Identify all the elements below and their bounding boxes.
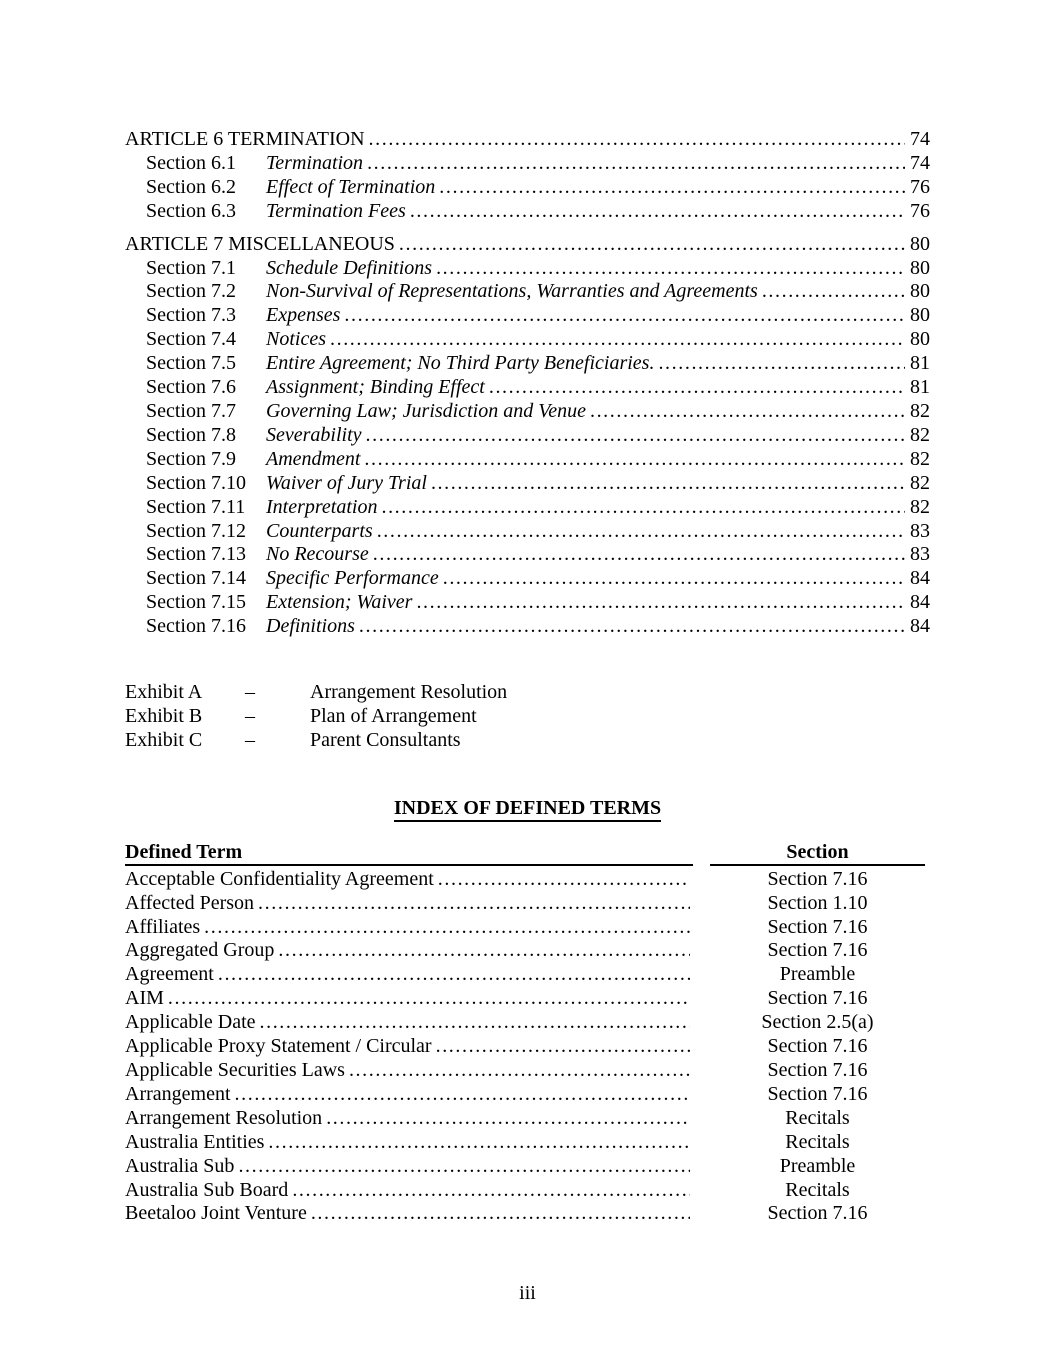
toc-section-row (125, 520, 930, 544)
toc-section-row (125, 152, 930, 176)
index-section-cell: Section 7.16 (767, 915, 868, 938)
toc-section-row (125, 472, 930, 496)
toc-section-number: Section 6.1 (146, 151, 236, 174)
toc-article-row (125, 128, 930, 152)
dot-leader (439, 176, 905, 200)
index-term-cell (125, 963, 693, 987)
index-table-row (125, 1131, 930, 1155)
index-table-body (125, 868, 930, 1227)
toc-page-number: 74 (910, 128, 930, 150)
index-table-row (125, 1202, 930, 1226)
toc-section-number: Section 7.5 (146, 352, 236, 375)
toc-section-title: Severability (266, 423, 362, 446)
defined-term: AIM (125, 987, 164, 1010)
toc-section-number: Section 7.1 (146, 256, 236, 279)
index-section-cell: Section 7.16 (767, 1035, 868, 1058)
toc-page-number: 80 (910, 232, 930, 255)
toc-page-number: 83 (910, 543, 930, 566)
index-term-cell (125, 939, 693, 963)
toc-article-label: ARTICLE 7 MISCELLANEOUS (125, 232, 395, 255)
dot-leader (258, 892, 690, 916)
index-table-row (125, 1083, 930, 1107)
toc-section-row (125, 615, 930, 639)
index-table-row (125, 1179, 930, 1203)
index-section-cell: Section 7.16 (767, 867, 868, 890)
dot-leader (268, 1131, 690, 1155)
section-column-header: Section (710, 841, 925, 866)
index-of-defined-terms-title: INDEX OF DEFINED TERMS (394, 797, 661, 822)
toc-section-title: Waiver of Jury Trial (266, 471, 427, 494)
index-section-cell: Section 2.5(a) (761, 1011, 874, 1034)
dot-leader (658, 352, 905, 376)
index-table-row (125, 1011, 930, 1035)
defined-term: Australia Sub (125, 1154, 235, 1177)
toc-page-number: 84 (910, 615, 930, 638)
index-table-row (125, 987, 930, 1011)
dot-leader (204, 916, 690, 940)
toc-section-row (125, 448, 930, 472)
dot-leader (399, 233, 905, 257)
index-table-row (125, 1035, 930, 1059)
toc-section-number: Section 7.12 (146, 519, 246, 542)
index-term-cell (125, 1179, 693, 1203)
index-table-row (125, 963, 930, 987)
toc-page-number: 76 (910, 175, 930, 198)
dot-leader (438, 868, 690, 892)
toc-page-number: 80 (910, 256, 930, 279)
index-section-cell: Preamble (779, 963, 856, 986)
toc-section-title: Termination Fees (266, 199, 406, 222)
dot-leader (366, 424, 905, 448)
toc-section-title: Assignment; Binding Effect (266, 376, 485, 399)
dot-leader (168, 987, 690, 1011)
toc-section-title: Effect of Termination (266, 175, 436, 198)
dot-leader (489, 376, 905, 400)
toc-page-number: 84 (910, 567, 930, 590)
defined-term: Applicable Securities Laws (125, 1059, 345, 1081)
index-table-row (125, 1107, 930, 1131)
exhibit-row (125, 705, 930, 729)
toc-page-number: 84 (910, 591, 930, 614)
toc-section-row (125, 496, 930, 520)
index-section-cell: Preamble (779, 1154, 856, 1177)
table-of-contents (125, 128, 930, 639)
defined-term: Beetaloo Joint Venture (125, 1202, 307, 1225)
defined-term: Australia Entities (125, 1130, 265, 1153)
index-table-row (125, 916, 930, 940)
dot-leader (436, 257, 905, 281)
index-section-cell: Section 7.16 (767, 939, 868, 962)
index-table-row (125, 939, 930, 963)
toc-article-row (125, 233, 930, 257)
exhibit-dash: – (245, 681, 255, 704)
toc-page-number: 81 (910, 376, 930, 399)
toc-section-number: Section 7.15 (146, 591, 246, 614)
dot-leader (364, 448, 905, 472)
index-table-row (125, 892, 930, 916)
dot-leader (762, 280, 905, 304)
index-table-row (125, 1059, 930, 1083)
defined-term: Affiliates (125, 915, 201, 938)
toc-section-title: Governing Law; Jurisdiction and Venue (266, 399, 586, 422)
dot-leader (326, 1107, 690, 1131)
dot-leader (431, 472, 905, 496)
dot-leader (218, 963, 690, 987)
index-term-cell (125, 1131, 693, 1155)
index-table-row (125, 1155, 930, 1179)
index-term-cell (125, 1083, 693, 1107)
toc-section-row (125, 328, 930, 352)
toc-section-title: Schedule Definitions (266, 256, 433, 279)
index-term-cell (125, 1059, 693, 1083)
toc-section-row (125, 424, 930, 448)
toc-page-number: 80 (910, 280, 930, 303)
toc-section-number: Section 7.9 (146, 447, 236, 470)
toc-section-number: Section 7.4 (146, 328, 236, 351)
dot-leader (373, 543, 905, 567)
toc-section-title: Specific Performance (266, 567, 439, 590)
index-term-cell (125, 1011, 693, 1035)
toc-page-number: 82 (910, 423, 930, 446)
toc-section-row (125, 304, 930, 328)
defined-term: Applicable Proxy Statement / Circular (125, 1035, 432, 1058)
dot-leader (311, 1202, 690, 1226)
toc-section-title: Expenses (266, 304, 341, 327)
exhibit-title: Arrangement Resolution (310, 681, 508, 704)
dot-leader (416, 591, 905, 615)
toc-section-row (125, 591, 930, 615)
toc-page-number: 82 (910, 495, 930, 518)
dot-leader (344, 304, 905, 328)
exhibit-title: Plan of Arrangement (310, 704, 477, 727)
dot-leader (590, 400, 905, 424)
dot-leader (278, 939, 690, 963)
toc-section-number: Section 7.7 (146, 399, 236, 422)
toc-page-number: 82 (910, 447, 930, 470)
toc-article-label: ARTICLE 6 TERMINATION (125, 128, 365, 150)
toc-page-number: 80 (910, 328, 930, 351)
toc-page-number: 81 (910, 352, 930, 375)
defined-term: Affected Person (125, 891, 255, 914)
defined-term: Aggregated Group (125, 939, 275, 962)
toc-section-number: Section 7.8 (146, 423, 236, 446)
index-section-cell: Recitals (785, 1106, 850, 1129)
toc-section-number: Section 7.3 (146, 304, 236, 327)
toc-section-row (125, 400, 930, 424)
index-term-cell (125, 987, 693, 1011)
toc-section-title: Amendment (266, 447, 361, 470)
dot-leader (349, 1059, 690, 1083)
index-term-cell (125, 916, 693, 940)
toc-section-number: Section 7.16 (146, 615, 246, 638)
defined-term: Acceptable Confidentiality Agreement (125, 867, 434, 890)
defined-term: Arrangement (125, 1082, 231, 1105)
toc-section-title: Non-Survival of Representations, Warranties and Agreements (266, 280, 758, 303)
dot-leader (292, 1179, 690, 1203)
toc-section-number: Section 6.2 (146, 175, 236, 198)
toc-section-number: Section 6.3 (146, 199, 236, 222)
dot-leader (377, 520, 905, 544)
toc-section-number: Section 7.13 (146, 543, 246, 566)
dot-leader (359, 615, 905, 639)
index-term-cell (125, 1107, 693, 1131)
index-table-row (125, 868, 930, 892)
index-term-cell (125, 868, 693, 892)
index-term-cell (125, 1202, 693, 1226)
toc-section-title: Extension; Waiver (266, 591, 413, 614)
exhibit-dash: – (245, 728, 255, 751)
toc-page-number: 82 (910, 471, 930, 494)
toc-section-row (125, 376, 930, 400)
dot-leader (443, 567, 905, 591)
index-term-cell (125, 1155, 693, 1179)
toc-section-row (125, 280, 930, 304)
exhibit-label: Exhibit C (125, 728, 203, 751)
dot-leader (381, 496, 905, 520)
index-section-cell: Recitals (785, 1178, 850, 1201)
dot-leader (238, 1155, 690, 1179)
dot-leader (330, 328, 905, 352)
index-title-wrap (125, 796, 930, 820)
page-number-footer: iii (519, 1282, 536, 1304)
defined-term: Australia Sub Board (125, 1178, 289, 1201)
toc-section-row (125, 543, 930, 567)
toc-section-row (125, 176, 930, 200)
defined-term-column-header: Defined Term (125, 841, 693, 866)
dot-leader (410, 200, 905, 224)
toc-section-title: Notices (266, 328, 326, 351)
dot-leader (369, 128, 905, 152)
defined-term: Agreement (125, 963, 214, 986)
index-section-cell: Recitals (785, 1130, 850, 1153)
defined-term: Arrangement Resolution (125, 1106, 323, 1129)
toc-section-row (125, 200, 930, 224)
toc-page-number: 74 (910, 151, 930, 174)
exhibit-row (125, 729, 930, 753)
toc-page-number: 82 (910, 399, 930, 422)
toc-section-row (125, 257, 930, 281)
toc-section-number: Section 7.10 (146, 471, 246, 494)
dot-leader (436, 1035, 690, 1059)
index-section-cell: Section 7.16 (767, 1059, 868, 1081)
index-section-cell: Section 7.16 (767, 987, 868, 1010)
dot-leader (235, 1083, 690, 1107)
toc-page-number: 76 (910, 199, 930, 222)
index-term-cell (125, 892, 693, 916)
exhibit-row (125, 681, 930, 705)
dot-leader (260, 1011, 691, 1035)
toc-section-title: Definitions (266, 615, 355, 638)
toc-section-title: Entire Agreement; No Third Party Beneficiaries. (266, 352, 655, 375)
toc-page-number: 80 (910, 304, 930, 327)
exhibit-dash: – (245, 704, 255, 727)
exhibit-label: Exhibit B (125, 704, 203, 727)
toc-page-number: 83 (910, 519, 930, 542)
index-term-cell (125, 1035, 693, 1059)
index-section-cell: Section 1.10 (767, 891, 868, 914)
toc-section-number: Section 7.6 (146, 376, 236, 399)
toc-section-title: Termination (266, 151, 364, 174)
index-section-cell: Section 7.16 (767, 1202, 868, 1225)
index-table-header (125, 841, 930, 866)
toc-section-row (125, 352, 930, 376)
exhibit-list (125, 681, 930, 753)
dot-leader (367, 152, 905, 176)
toc-section-title: Counterparts (266, 519, 373, 542)
toc-section-number: Section 7.2 (146, 280, 236, 303)
exhibit-label: Exhibit A (125, 681, 203, 704)
toc-section-title: Interpretation (266, 495, 378, 518)
defined-term: Applicable Date (125, 1011, 256, 1034)
exhibit-title: Parent Consultants (310, 728, 461, 751)
toc-section-row (125, 567, 930, 591)
toc-section-number: Section 7.14 (146, 567, 246, 590)
index-section-cell: Section 7.16 (767, 1082, 868, 1105)
toc-section-number: Section 7.11 (146, 495, 246, 518)
toc-section-title: No Recourse (266, 543, 369, 566)
